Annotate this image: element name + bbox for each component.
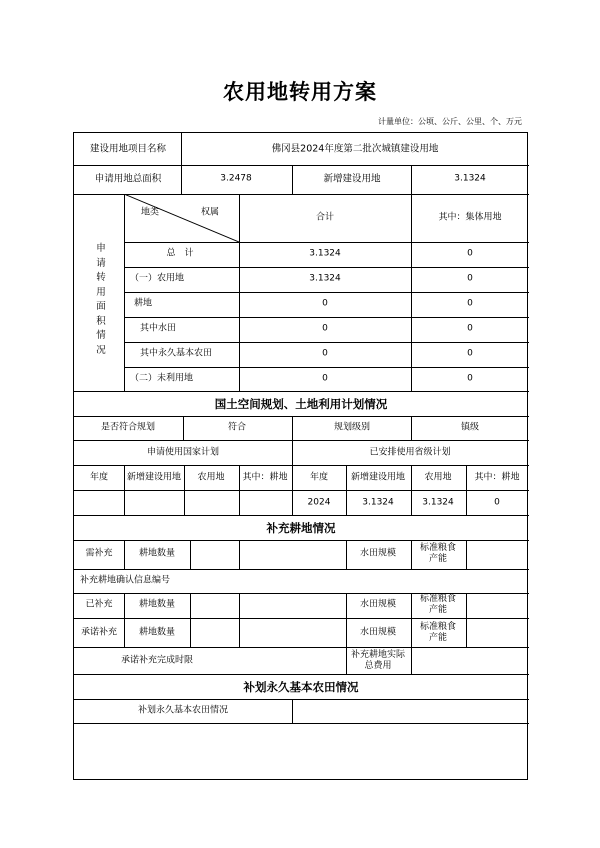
row-label: 耕地	[134, 298, 153, 309]
basic-farmland-heading: 补划永久基本农田情况	[243, 680, 359, 694]
paddy-scale-label: 水田规模	[359, 599, 397, 610]
row-label: （一）农用地	[130, 273, 185, 284]
row-label: 其中水田	[140, 323, 177, 334]
plan-col-header: 新增建设用地	[350, 472, 406, 483]
plan-col-header: 其中：耕地	[242, 472, 288, 483]
std-grain-label: 标准粮食产能	[419, 543, 456, 564]
total-area-label: 申请用地总面积	[94, 173, 162, 185]
plan-col-header: 其中：耕地	[474, 472, 520, 483]
row-label: 其中永久基本农田	[140, 348, 213, 359]
row-collective: 0	[467, 373, 473, 384]
header-ownership: 权属	[200, 207, 220, 218]
promise-time-label: 承诺补充完成时限	[120, 655, 194, 666]
conform-value: 符合	[227, 422, 247, 433]
header-land-type: 地类	[140, 207, 160, 218]
plan-value: 2024	[307, 497, 331, 508]
col-total-header: 合计	[315, 212, 335, 223]
need-supplement-label: 需补充	[85, 548, 113, 559]
page-title: 农用地转用方案	[223, 79, 377, 104]
arable-qty-label: 耕地数量	[138, 599, 176, 610]
project-name-value: 佛冈县2024年度第二批次城镇建设用地	[271, 143, 439, 155]
supplement-heading: 补充耕地情况	[266, 521, 336, 535]
new-construction-label: 新增建设用地	[323, 173, 381, 185]
planning-heading: 国土空间规划、土地利用计划情况	[214, 397, 388, 411]
land-conversion-form	[73, 132, 528, 780]
paddy-scale-label: 水田规模	[359, 627, 397, 638]
plan-col-header: 年度	[309, 472, 329, 483]
plan-col-header: 农用地	[424, 472, 452, 483]
row-total: 0	[322, 298, 328, 309]
row-collective: 0	[467, 248, 473, 259]
project-name-label: 建设用地项目名称	[89, 143, 167, 155]
new-construction-value: 3.1324	[454, 173, 486, 184]
plan-value: 0	[494, 497, 500, 508]
row-collective: 0	[467, 298, 473, 309]
plan-col-header: 年度	[89, 472, 109, 483]
actual-cost-label: 补充耕地实际总费用	[350, 650, 405, 671]
arable-qty-label: 耕地数量	[138, 627, 176, 638]
plan-value: 3.1324	[362, 497, 394, 508]
plan-value: 3.1324	[422, 497, 454, 508]
plan-level-label: 规划级别	[333, 422, 371, 433]
row-collective: 0	[467, 323, 473, 334]
row-total: 3.1324	[309, 248, 341, 259]
apply-side-label: 申请转用面积情况	[96, 243, 106, 356]
paddy-scale-label: 水田规模	[359, 548, 397, 559]
row-collective: 0	[467, 348, 473, 359]
conform-label: 是否符合规划	[100, 422, 156, 433]
promised-supplement-label: 承诺补充	[80, 627, 118, 638]
row-total: 0	[322, 323, 328, 334]
row-label: （二）未利用地	[130, 373, 194, 384]
row-total: 3.1324	[309, 273, 341, 284]
total-area-value: 3.2478	[220, 173, 252, 184]
national-plan-label: 申请使用国家计划	[146, 447, 220, 458]
std-grain-label: 标准粮食产能	[419, 622, 456, 643]
confirm-code-label: 补充耕地确认信息编号	[80, 575, 171, 586]
std-grain-label: 标准粮食产能	[419, 594, 456, 615]
row-total: 0	[322, 348, 328, 359]
basic-farmland-label: 补划永久基本农田情况	[137, 705, 229, 716]
arable-qty-label: 耕地数量	[138, 548, 176, 559]
col-collective-header: 其中：集体用地	[438, 212, 502, 223]
done-supplement-label: 已补充	[85, 599, 113, 610]
plan-col-header: 农用地	[197, 472, 225, 483]
row-collective: 0	[467, 273, 473, 284]
plan-col-header: 新增建设用地	[126, 472, 182, 483]
unit-note: 计量单位：公顷、公斤、公里、个、万元	[378, 117, 522, 126]
provincial-plan-label: 已安排使用省级计划	[369, 447, 451, 458]
row-label: 总 计	[166, 248, 194, 259]
row-total: 0	[322, 373, 328, 384]
plan-level-value: 镇级	[460, 422, 480, 433]
